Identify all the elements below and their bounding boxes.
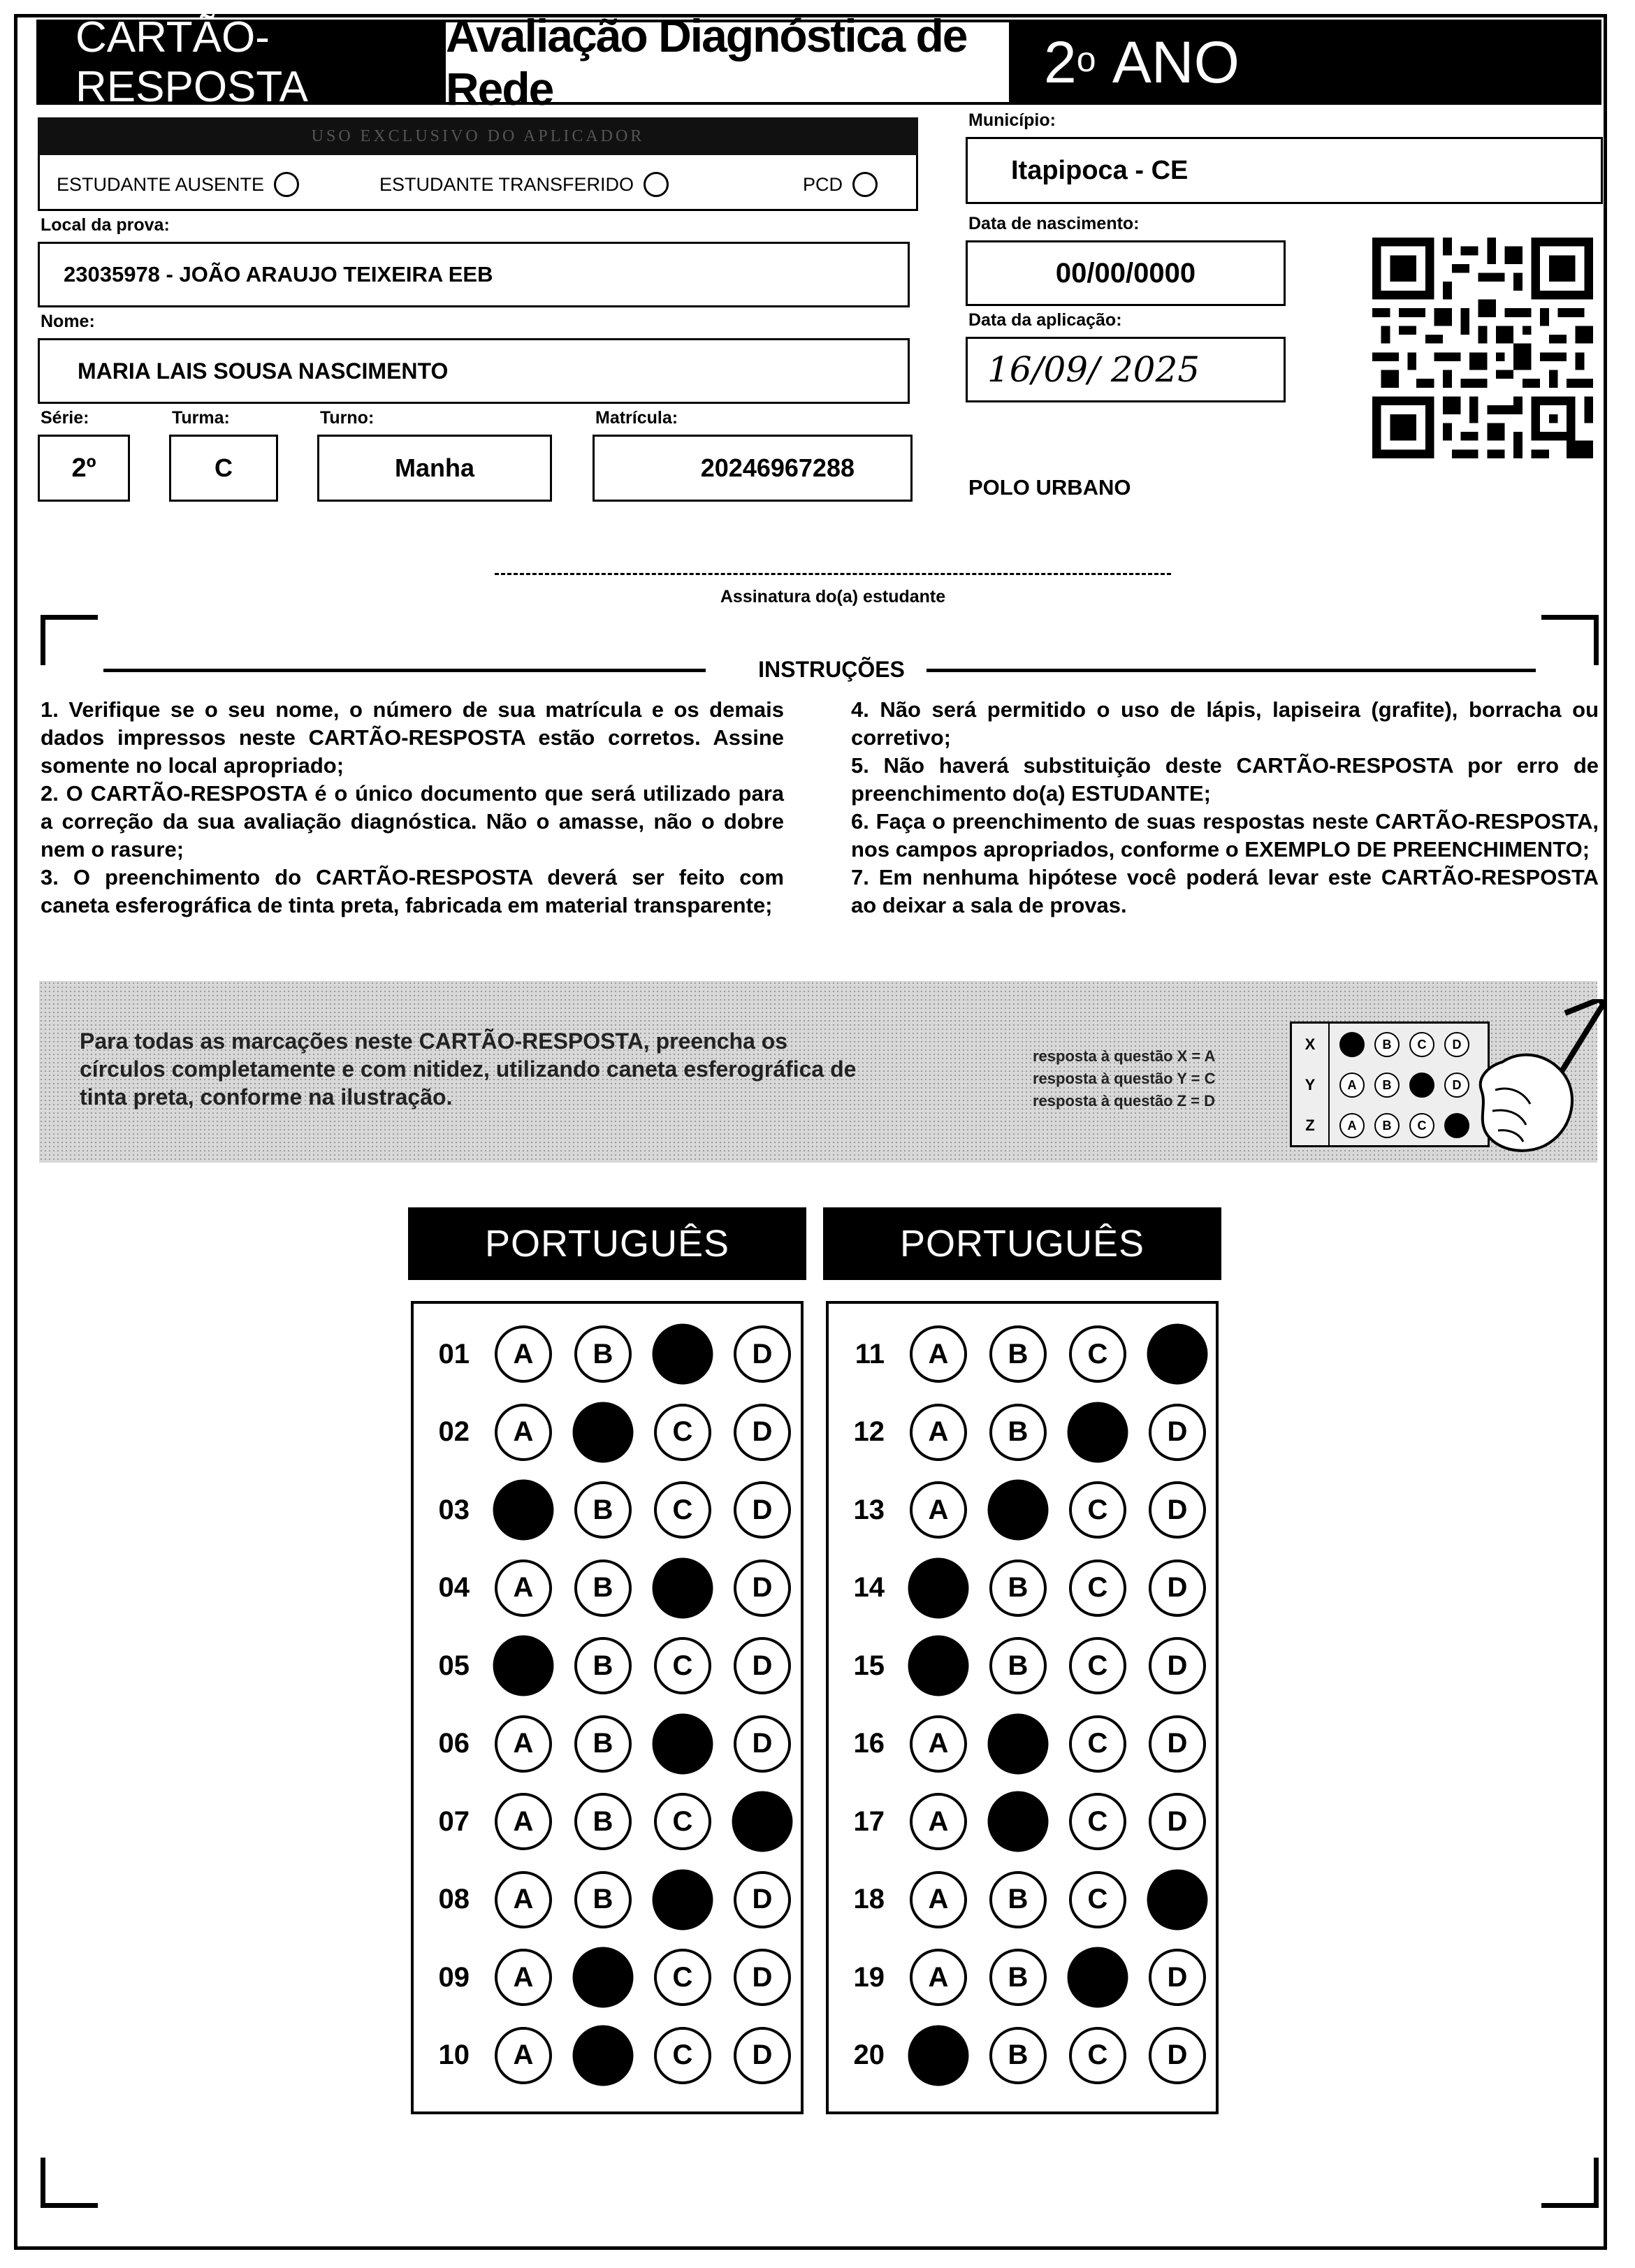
answer-bubble-b[interactable] xyxy=(573,2025,634,2086)
question-number: 11 xyxy=(855,1338,885,1369)
example-bubble-c xyxy=(1409,1073,1434,1098)
instruction-5: 5. Não haverá substituição deste CARTÃO-RESPOSTA por erro de preenchimento do(a) ESTUDANTE; xyxy=(851,753,1599,806)
answer-bubble-c[interactable]: C xyxy=(654,1404,711,1461)
question-row xyxy=(829,1315,1206,1393)
corner-mark-bottom-right xyxy=(1541,2158,1599,2208)
answer-bubble-d[interactable]: D xyxy=(734,1560,791,1617)
answer-bubble-a[interactable] xyxy=(493,1480,554,1541)
example-bubble-c: C xyxy=(1409,1113,1434,1138)
example-bubble-b: B xyxy=(1374,1032,1400,1057)
answer-bubble-b[interactable] xyxy=(573,1947,634,2008)
answer-bubble-c[interactable] xyxy=(653,1557,713,1618)
answer-bubble-c[interactable]: C xyxy=(654,1481,711,1539)
answer-bubble-d[interactable]: D xyxy=(1149,1637,1206,1694)
instruction-1: 1. Verifique se o seu nome, o número de sua matrícula e os demais dados impressos neste CARTÃO-RESPOSTA estão corretos. Assine somente no local apropriado; xyxy=(41,697,784,778)
answer-bubble-b[interactable] xyxy=(988,1791,1049,1852)
grade-title xyxy=(1009,20,1601,105)
pcd-radio[interactable] xyxy=(852,172,878,197)
question-row xyxy=(829,1393,1206,1471)
hand-with-pen-illustration xyxy=(1453,999,1607,1167)
answer-bubble-c[interactable]: C xyxy=(1069,1793,1126,1850)
instructions-title: INSTRUÇÕES xyxy=(758,657,905,682)
signature-line xyxy=(495,573,1171,575)
example-row-key: X xyxy=(1292,1024,1330,1066)
answer-bubble-b[interactable]: B xyxy=(574,1637,632,1694)
serie-label: Série: xyxy=(41,408,89,428)
turma-field: C xyxy=(169,435,278,502)
polo-label: POLO URBANO xyxy=(968,475,1131,500)
question-row xyxy=(829,1705,1206,1783)
answer-bubble-c[interactable]: C xyxy=(1069,1637,1126,1694)
municipio-label: Município: xyxy=(968,110,1056,130)
answer-bubble-a[interactable]: A xyxy=(495,1325,552,1383)
answer-bubble-d[interactable]: D xyxy=(1149,2027,1206,2084)
question-number: 04 xyxy=(438,1572,470,1603)
turma-label: Turma: xyxy=(172,408,230,428)
question-row xyxy=(829,1471,1206,1549)
question-row xyxy=(414,2016,791,2095)
question-row xyxy=(414,1471,791,1549)
question-number: 02 xyxy=(438,1416,470,1447)
answer-bubble-b[interactable]: B xyxy=(574,1793,632,1850)
section-title-1: PORTUGUÊS xyxy=(408,1207,806,1280)
example-bubble-a: A xyxy=(1339,1073,1365,1098)
instructions-rule-right xyxy=(926,669,1536,672)
instructions-left-column xyxy=(41,696,784,919)
example-bubble-b: B xyxy=(1374,1073,1400,1098)
matricula-field: 20246967288 xyxy=(593,435,913,502)
answer-bubble-d[interactable]: D xyxy=(734,1404,791,1461)
answer-bubble-b[interactable]: B xyxy=(989,1637,1047,1694)
example-bubble-d: D xyxy=(1444,1073,1469,1098)
answer-bubble-c[interactable]: C xyxy=(654,2027,711,2084)
answer-bubble-b[interactable]: B xyxy=(989,1404,1047,1461)
answer-bubble-a[interactable]: A xyxy=(495,2027,552,2084)
question-row xyxy=(829,2016,1206,2095)
birth-field: 00/00/0000 xyxy=(966,240,1286,306)
serie-field: 2º xyxy=(38,435,130,502)
answer-bubble-d[interactable]: D xyxy=(734,1325,791,1383)
answer-bubble-d[interactable]: D xyxy=(734,1715,791,1773)
question-row xyxy=(414,1938,791,2016)
answer-bubble-a[interactable]: A xyxy=(495,1793,552,1850)
example-bubble-b: B xyxy=(1374,1113,1400,1138)
question-row xyxy=(414,1782,791,1861)
question-row xyxy=(829,1782,1206,1861)
matricula-label: Matrícula: xyxy=(595,408,678,428)
qr-code xyxy=(1372,238,1593,458)
answer-bubble-d[interactable]: D xyxy=(734,1481,791,1539)
card-type-title: CARTÃO-RESPOSTA xyxy=(36,20,446,105)
answer-bubble-c[interactable]: C xyxy=(1069,1325,1126,1383)
example-bubble-d: D xyxy=(1444,1032,1469,1057)
answer-bubble-d[interactable]: D xyxy=(1149,1949,1206,2006)
question-number: 09 xyxy=(438,1961,470,1993)
transferred-label: ESTUDANTE TRANSFERIDO xyxy=(379,173,634,195)
applicator-bar: USO EXCLUSIVO DO APLICADOR xyxy=(38,117,918,155)
applicator-box xyxy=(38,155,918,211)
absent-option[interactable] xyxy=(57,172,299,197)
answer-bubble-d[interactable]: D xyxy=(734,2027,791,2084)
corner-mark-top-right xyxy=(1541,615,1599,665)
legend-line-x: resposta à questão X = A xyxy=(1033,1047,1216,1065)
example-row-key: Z xyxy=(1292,1105,1330,1147)
answer-bubble-c[interactable]: C xyxy=(1069,2027,1126,2084)
question-row xyxy=(414,1627,791,1705)
answer-bubble-b[interactable]: B xyxy=(574,1871,632,1928)
answer-bubble-a[interactable]: A xyxy=(910,1715,967,1773)
fill-example-legend xyxy=(1033,1045,1270,1112)
legend-line-y: resposta à questão Y = C xyxy=(1033,1070,1216,1087)
answer-bubble-a[interactable]: A xyxy=(495,1560,552,1617)
example-row-key: Y xyxy=(1292,1064,1330,1106)
answer-bubble-d[interactable]: D xyxy=(734,1637,791,1694)
answer-bubble-b[interactable]: B xyxy=(574,1325,632,1383)
question-number: 12 xyxy=(853,1416,885,1447)
question-number: 01 xyxy=(438,1338,470,1369)
answer-bubble-c[interactable]: C xyxy=(1069,1871,1126,1928)
question-row xyxy=(414,1705,791,1783)
answer-bubble-b[interactable]: B xyxy=(989,1560,1047,1617)
grade-ordinal: o xyxy=(1076,40,1096,79)
answer-bubble-b[interactable]: B xyxy=(989,1325,1047,1383)
question-number: 07 xyxy=(438,1805,470,1837)
question-row xyxy=(829,1938,1206,2016)
legend-line-z: resposta à questão Z = D xyxy=(1033,1092,1216,1110)
question-row xyxy=(414,1549,791,1627)
answer-bubble-a[interactable] xyxy=(908,1636,969,1696)
answer-bubble-c[interactable] xyxy=(653,1713,713,1774)
fill-example-text: Para todas as marcações neste CARTÃO-RESPOSTA, preencha os círculos completamente e com nitidez, utilizando caneta esferográfica de tinta preta, conforme na ilustração. xyxy=(80,1028,857,1110)
answer-bubble-c[interactable] xyxy=(1068,1947,1128,2008)
pcd-label: PCD xyxy=(803,173,843,195)
signature-label: Assinatura do(a) estudante xyxy=(720,587,946,606)
corner-mark-top-left xyxy=(41,615,98,665)
question-number: 17 xyxy=(853,1805,885,1837)
answer-bubble-a[interactable] xyxy=(908,1557,969,1618)
answer-grid-1 xyxy=(411,1301,804,2114)
question-number: 10 xyxy=(438,2040,470,2070)
answer-bubble-a[interactable]: A xyxy=(495,1404,552,1461)
answer-bubble-c[interactable]: C xyxy=(1069,1560,1126,1617)
answer-bubble-a[interactable]: A xyxy=(910,1404,967,1461)
answer-bubble-d[interactable] xyxy=(1147,1324,1208,1385)
exam-title: Avaliação Diagnóstica de Rede xyxy=(446,20,1009,105)
corner-mark-bottom-left xyxy=(41,2158,98,2208)
answer-bubble-d[interactable]: D xyxy=(1149,1404,1206,1461)
answer-bubble-d[interactable]: D xyxy=(734,1871,791,1928)
answer-bubble-c[interactable]: C xyxy=(654,1949,711,2006)
local-label: Local da prova: xyxy=(41,215,170,235)
question-row xyxy=(829,1861,1206,1939)
local-field: 23035978 - JOÃO ARAUJO TEIXEIRA EEB xyxy=(38,242,910,307)
answer-bubble-d[interactable] xyxy=(1147,1869,1208,1930)
name-label: Nome: xyxy=(41,312,95,331)
application-date-handwritten: 16/09/ 2025 xyxy=(966,337,1286,402)
answer-bubble-a[interactable]: A xyxy=(910,1871,967,1928)
answer-bubble-d[interactable] xyxy=(732,1791,793,1852)
answer-bubble-d[interactable]: D xyxy=(734,1949,791,2006)
answer-bubble-a[interactable] xyxy=(493,1636,554,1696)
answer-bubble-a[interactable]: A xyxy=(495,1871,552,1928)
instructions-right-column xyxy=(851,696,1599,919)
answer-bubble-b[interactable]: B xyxy=(989,2027,1047,2084)
grade-number: 2 xyxy=(1044,29,1077,95)
answer-bubble-a[interactable]: A xyxy=(910,1793,967,1850)
turno-field: Manha xyxy=(317,435,552,502)
instruction-3: 3. O preenchimento do CARTÃO-RESPOSTA deverá ser feito com caneta esferográfica de tinta preta, fabricada em material transparente; xyxy=(41,865,784,917)
example-bubble-c: C xyxy=(1409,1032,1434,1057)
birth-label: Data de nascimento: xyxy=(968,214,1140,233)
transferred-option[interactable] xyxy=(379,172,669,197)
answer-bubble-d[interactable]: D xyxy=(1149,1560,1206,1617)
question-number: 03 xyxy=(438,1494,470,1525)
answer-bubble-c[interactable] xyxy=(653,1324,713,1385)
question-row xyxy=(829,1627,1206,1705)
answer-bubble-a[interactable]: A xyxy=(910,1325,967,1383)
answer-bubble-c[interactable]: C xyxy=(654,1637,711,1694)
instruction-2: 2. O CARTÃO-RESPOSTA é o único documento que será utilizado para a correção da sua avaliação diagnóstica. Não o amasse, não o dobre nem o rasure; xyxy=(41,781,784,862)
question-number: 14 xyxy=(853,1572,885,1603)
answer-bubble-b[interactable] xyxy=(573,1402,634,1462)
answer-bubble-a[interactable]: A xyxy=(495,1949,552,2006)
question-number: 06 xyxy=(438,1728,470,1759)
question-number: 18 xyxy=(853,1884,885,1914)
answer-bubble-d[interactable]: D xyxy=(1149,1715,1206,1773)
question-row xyxy=(414,1393,791,1471)
question-number: 13 xyxy=(853,1494,885,1525)
instructions-rule-left xyxy=(103,669,706,672)
question-row xyxy=(414,1315,791,1393)
answer-bubble-b[interactable]: B xyxy=(574,1715,632,1773)
absent-radio[interactable] xyxy=(274,172,299,197)
answer-bubble-c[interactable]: C xyxy=(1069,1715,1126,1773)
answer-bubble-a[interactable] xyxy=(908,2025,969,2086)
answer-bubble-b[interactable]: B xyxy=(574,1560,632,1617)
answer-bubble-a[interactable]: A xyxy=(495,1715,552,1773)
answer-bubble-b[interactable] xyxy=(988,1713,1049,1774)
answer-bubble-b[interactable]: B xyxy=(989,1949,1047,2006)
answer-grid-2 xyxy=(826,1301,1219,2114)
answer-bubble-c[interactable]: C xyxy=(654,1793,711,1850)
grade-word: ANO xyxy=(1112,29,1240,95)
turno-label: Turno: xyxy=(320,408,375,428)
example-bubble-a xyxy=(1339,1032,1365,1057)
answer-bubble-d[interactable]: D xyxy=(1149,1481,1206,1539)
application-label: Data da aplicação: xyxy=(968,310,1122,330)
question-number: 19 xyxy=(853,1961,885,1993)
example-bubble-a: A xyxy=(1339,1113,1365,1138)
question-number: 15 xyxy=(853,1650,885,1681)
name-field: MARIA LAIS SOUSA NASCIMENTO xyxy=(38,338,910,404)
question-number: 05 xyxy=(438,1650,470,1681)
question-row xyxy=(829,1549,1206,1627)
instruction-4: 4. Não será permitido o uso de lápis, lapiseira (grafite), borracha ou corretivo; xyxy=(851,697,1599,750)
answer-bubble-c[interactable] xyxy=(653,1869,713,1930)
absent-label: ESTUDANTE AUSENTE xyxy=(57,173,265,195)
municipio-field: Itapipoca - CE xyxy=(966,137,1603,204)
answer-bubble-c[interactable] xyxy=(1068,1402,1128,1462)
question-row xyxy=(414,1861,791,1939)
answer-bubble-a[interactable]: A xyxy=(910,1481,967,1539)
answer-bubble-a[interactable]: A xyxy=(910,1949,967,2006)
question-number: 16 xyxy=(853,1728,885,1759)
answer-bubble-b[interactable] xyxy=(988,1480,1049,1541)
question-number: 08 xyxy=(438,1884,470,1914)
question-number: 20 xyxy=(853,2040,885,2070)
pcd-option[interactable] xyxy=(803,172,878,197)
answer-bubble-d[interactable]: D xyxy=(1149,1793,1206,1850)
section-title-2: PORTUGUÊS xyxy=(823,1207,1221,1280)
answer-bubble-b[interactable]: B xyxy=(574,1481,632,1539)
instruction-6: 6. Faça o preenchimento de suas respostas neste CARTÃO-RESPOSTA, nos campos apropriados, conforme o EXEMPLO DE PREENCHIMENTO; xyxy=(851,809,1599,862)
transferred-radio[interactable] xyxy=(644,172,669,197)
answer-bubble-c[interactable]: C xyxy=(1069,1481,1126,1539)
answer-bubble-b[interactable]: B xyxy=(989,1871,1047,1928)
instruction-7: 7. Em nenhuma hipótese você poderá levar este CARTÃO-RESPOSTA ao deixar a sala de provas. xyxy=(851,865,1599,917)
